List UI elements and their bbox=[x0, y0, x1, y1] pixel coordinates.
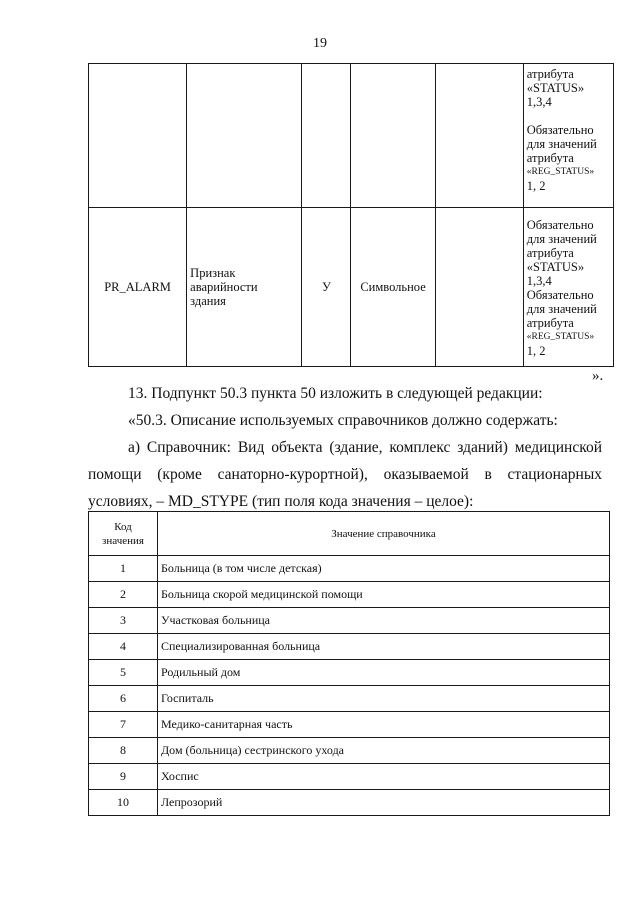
table-row bbox=[89, 634, 610, 660]
table-header-row bbox=[89, 512, 610, 556]
code-cell: 10 bbox=[89, 790, 158, 816]
description-text: здания bbox=[190, 294, 226, 308]
type-cell bbox=[351, 64, 435, 208]
paragraph-50-3: «50.3. Описание используемых справочников должно содержать: bbox=[128, 412, 558, 429]
note-text: Обязательно bbox=[526, 288, 594, 302]
value-cell: Медико-санитарная часть bbox=[158, 712, 610, 738]
code-cell: 5 bbox=[89, 660, 158, 686]
table-row bbox=[89, 556, 610, 582]
note-text: Обязательно bbox=[526, 123, 594, 137]
note-text: «REG_STATUS» bbox=[526, 332, 595, 342]
note-text: для значений bbox=[526, 137, 597, 151]
header-code bbox=[89, 512, 158, 556]
note-text: атрибута bbox=[526, 67, 574, 81]
value-cell: Участковая больница bbox=[158, 608, 610, 634]
type-cell: Символьное bbox=[351, 208, 435, 367]
value-cell: Специализированная больница bbox=[158, 634, 610, 660]
description-cell bbox=[187, 64, 302, 208]
paragraph-item-a: а) Справочник: Вид объекта (здание, комплекс зданий) медицинской помощи (кроме санаторно-курортной), оказываемой в стационарных условиях, – MD_STYPE (тип поля кода значения – целое): bbox=[88, 439, 602, 510]
note-cell bbox=[523, 208, 613, 367]
note-text: атрибута bbox=[526, 316, 574, 330]
page-number: 19 bbox=[313, 36, 327, 51]
paragraph-amendment-13: 13. Подпункт 50.3 пункта 50 изложить в следующей редакции: bbox=[128, 385, 543, 402]
value-cell: Больница скорой медицинской помощи bbox=[158, 582, 610, 608]
header-code-line: значения bbox=[102, 534, 144, 547]
value-cell: Хоспис bbox=[158, 764, 610, 790]
field-name-cell: PR_ALARM bbox=[89, 208, 187, 367]
note-text: 1,3,4 bbox=[526, 95, 552, 109]
table-row bbox=[89, 64, 614, 208]
header-value: Значение справочника bbox=[158, 512, 610, 556]
dictionary-table bbox=[88, 511, 610, 816]
code-cell: 7 bbox=[89, 712, 158, 738]
note-text: атрибута bbox=[526, 151, 574, 165]
empty-cell bbox=[435, 208, 523, 367]
code-cell: 3 bbox=[89, 608, 158, 634]
required-cell bbox=[302, 64, 351, 208]
table-row bbox=[89, 738, 610, 764]
table-row bbox=[89, 790, 610, 816]
spacer bbox=[527, 109, 611, 123]
table-row bbox=[89, 208, 614, 367]
code-cell: 6 bbox=[89, 686, 158, 712]
header-code-line: Код bbox=[114, 520, 132, 533]
note-text: Обязательно bbox=[526, 218, 594, 232]
value-cell: Лепрозорий bbox=[158, 790, 610, 816]
value-cell: Дом (больница) сестринского ухода bbox=[158, 738, 610, 764]
note-text: 1, 2 bbox=[526, 179, 546, 193]
description-text: Признак bbox=[190, 266, 236, 280]
table-row bbox=[89, 686, 610, 712]
value-cell: Родильный дом bbox=[158, 660, 610, 686]
value-cell: Госпиталь bbox=[158, 686, 610, 712]
field-name-cell bbox=[89, 64, 187, 208]
code-cell: 4 bbox=[89, 634, 158, 660]
table-row bbox=[89, 608, 610, 634]
value-cell: Больница (в том числе детская) bbox=[158, 556, 610, 582]
code-cell: 9 bbox=[89, 764, 158, 790]
code-cell: 1 bbox=[89, 556, 158, 582]
table-row bbox=[89, 712, 610, 738]
code-cell: 2 bbox=[89, 582, 158, 608]
table-row bbox=[89, 660, 610, 686]
note-text: 1, 2 bbox=[526, 344, 546, 358]
table-row bbox=[89, 582, 610, 608]
description-text: аварийности bbox=[190, 280, 258, 294]
note-text: 1,3,4 bbox=[526, 274, 552, 288]
note-text: «REG_STATUS» bbox=[526, 167, 595, 177]
code-cell: 8 bbox=[89, 738, 158, 764]
note-cell bbox=[523, 64, 613, 208]
description-cell bbox=[187, 208, 302, 367]
note-text: для значений bbox=[526, 302, 597, 316]
note-text: атрибута bbox=[526, 246, 574, 260]
note-text: «STATUS» bbox=[526, 260, 585, 274]
empty-cell bbox=[435, 64, 523, 208]
table-row bbox=[89, 764, 610, 790]
closing-quote: ». bbox=[592, 368, 604, 384]
note-text: для значений bbox=[526, 232, 597, 246]
attributes-table-continuation bbox=[88, 63, 614, 367]
note-text: «STATUS» bbox=[526, 81, 585, 95]
required-cell: У bbox=[302, 208, 351, 367]
